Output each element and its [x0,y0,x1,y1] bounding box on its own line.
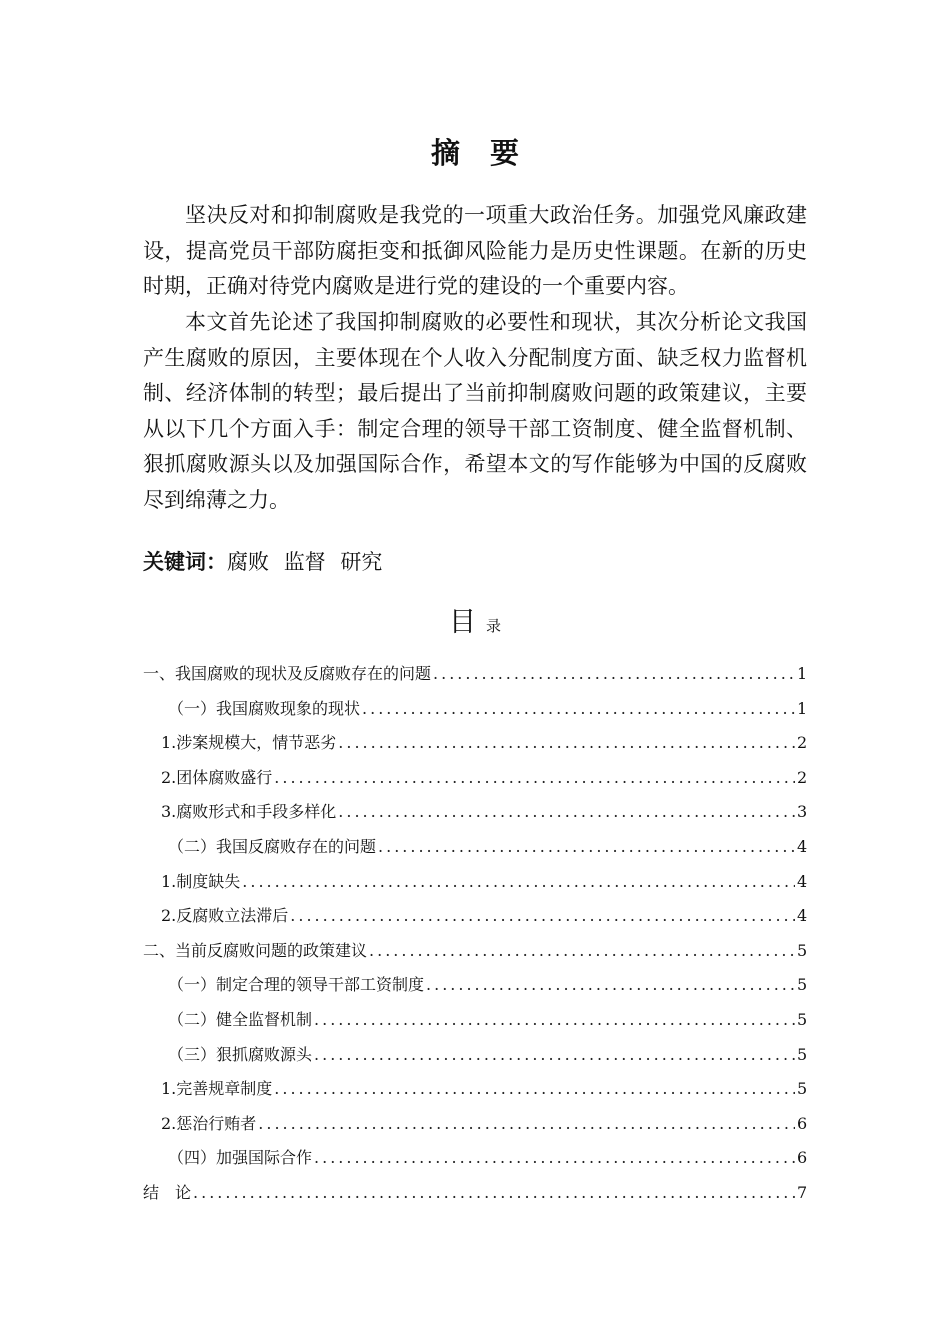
toc-entry[interactable] [143,1107,807,1142]
toc-leader-dots [338,726,795,761]
toc-entry-label: （二）我国反腐败存在的问题 [168,836,377,856]
abstract-title: 摘要 [430,136,549,170]
abstract-paragraph-2: 本文首先论述了我国抑制腐败的必要性和现状，其次分析论文我国产生腐败的原因，主要体现在个人收入分配制度方面、缺乏权力监督机制、经济体制的转型；最后提出了当前抑制腐败问题的政策建议，主要从以下几个方面入手：制定合理的领导干部工资制度、健全监督机制、狠抓腐败源头以及加强国际合作，希望本文的写作能够为中国的反腐败尽到绵薄之力。 [143,310,807,512]
toc-entry-page: 5 [797,1079,808,1099]
toc-entry-label: 1.涉案规模大，情节恶劣 [161,733,337,753]
toc-entry[interactable] [143,968,807,1003]
toc-entry[interactable] [143,1038,807,1073]
toc-entry-page: 4 [797,906,808,926]
toc-entry[interactable] [143,795,807,830]
toc-leader-dots [378,830,795,865]
toc-entry[interactable] [143,726,807,761]
toc-leader-dots [290,899,795,934]
toc-entry[interactable] [143,899,807,934]
toc-entry[interactable] [143,692,807,727]
keywords-line [143,545,390,580]
toc-leader-dots [362,692,795,727]
toc-entry-label: （一）我国腐败现象的现状 [168,698,361,718]
toc-leader-dots [314,1141,795,1176]
toc-entry[interactable] [143,865,807,900]
toc-entry-page: 6 [797,1113,808,1133]
toc-entry-page: 4 [797,871,808,891]
toc-entry[interactable] [143,657,807,692]
toc-leader-dots [274,1072,795,1107]
toc-entry[interactable] [143,1072,807,1107]
toc-entry-page: 2 [797,767,808,787]
toc-entry-page: 4 [797,836,808,856]
toc-entry[interactable] [143,1176,807,1211]
toc-title [0,603,950,646]
toc-entry-label: 1.制度缺失 [161,871,241,891]
toc-leader-dots [369,934,795,969]
toc-entry-page: 1 [797,664,808,683]
toc-entry-page: 5 [797,940,808,960]
toc-leader-dots [258,1107,795,1142]
toc-leader-dots [426,968,795,1003]
toc-entry-page: 3 [797,802,808,822]
toc-entry-label: （四）加强国际合作 [168,1148,313,1168]
toc-entry-page: 5 [797,975,808,995]
toc-leader-dots [433,657,795,692]
toc-entry[interactable] [143,1003,807,1038]
toc-entry[interactable] [143,1141,807,1176]
abstract-paragraph-1: 坚决反对和抑制腐败是我党的一项重大政治任务。加强党风廉政建设，提高党员干部防腐拒变和抵御风险能力是历史性课题。在新的历史时期，正确对待党内腐败是进行党的建设的一个重要内容。 [143,203,807,298]
toc-title-small: 录 [485,617,501,635]
toc-entry-page: 1 [797,698,808,718]
toc-entry-label: 3.腐败形式和手段多样化 [161,802,337,822]
toc-leader-dots [338,795,795,830]
toc-leader-dots [314,1038,795,1073]
toc-entry[interactable] [143,761,807,796]
keyword: 研究 [340,550,383,574]
table-of-contents [143,657,807,1211]
keyword: 腐败 [227,550,269,574]
toc-entry-label: 一、我国腐败的现状及反腐败存在的问题 [143,664,432,683]
toc-entry-page: 5 [797,1044,808,1064]
toc-entry-label: （三）狠抓腐败源头 [168,1044,313,1064]
toc-leader-dots [314,1003,795,1038]
toc-entry-label: 2.团体腐败盛行 [161,767,273,787]
toc-entry-label: （一）制定合理的领导干部工资制度 [168,975,425,995]
toc-leader-dots [242,865,795,900]
toc-entry-label: 二、当前反腐败问题的政策建议 [143,940,368,960]
toc-entry-label: 2.惩治行贿者 [161,1113,257,1133]
toc-entry[interactable] [143,934,807,969]
toc-entry-page: 5 [797,1009,808,1029]
toc-entry[interactable] [143,830,807,865]
toc-leader-dots [274,761,795,796]
keywords-label: 关键词： [143,550,227,574]
toc-entry-page: 6 [797,1148,808,1168]
toc-entry-page: 7 [797,1182,808,1202]
keyword: 监督 [283,550,326,574]
toc-entry-label: 结 论 [143,1182,192,1202]
toc-leader-dots [193,1176,795,1211]
toc-entry-page: 2 [797,733,808,753]
toc-entry-label: 1.完善规章制度 [161,1079,273,1099]
toc-title-main: 目 [448,607,476,638]
toc-entry-label: （二）健全监督机制 [168,1009,313,1029]
toc-entry-label: 2.反腐败立法滞后 [161,906,289,926]
